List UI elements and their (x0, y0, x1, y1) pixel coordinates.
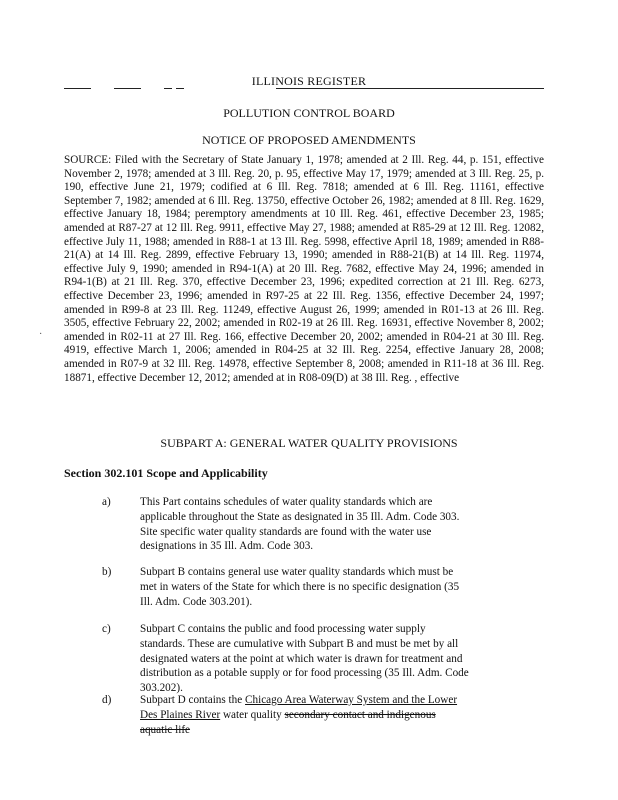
header-rule (164, 88, 172, 89)
subpart-title: SUBPART A: GENERAL WATER QUALITY PROVISIONS (160, 436, 458, 450)
item-text-mid: water quality (220, 708, 285, 721)
item-label: d) (102, 694, 112, 706)
item-text-plain: Subpart D contains the (140, 694, 246, 706)
header-rule (176, 88, 184, 89)
item-text (140, 693, 470, 737)
notice-title: NOTICE OF PROPOSED AMENDMENTS (202, 133, 416, 147)
deleted-text: secondary contact and indigenous aquatic life (140, 708, 436, 736)
header-rule (114, 88, 141, 89)
board-name: POLLUTION CONTROL BOARD (223, 106, 395, 120)
item-label: b) (102, 566, 112, 578)
margin-mark: · (39, 329, 43, 340)
item-text: This Part contains schedules of water quality standards which are applicable throughout the State as designated in 35 Ill. Adm. Code 303. Site specific water quality standards are found with the water use designations in 35 Ill. Adm. Code 303. (140, 496, 460, 553)
inserted-text: Chicago Area Waterway System and the Lower Des Plaines River (140, 694, 458, 721)
section-heading: Section 302.101 Scope and Applicability (64, 466, 268, 480)
item-label: c) (102, 623, 111, 635)
source-paragraph: SOURCE: Filed with the Secretary of State January 1, 1978; amended at 2 Ill. Reg. 44, p. 151, effective November 2, 1978; amended at 3 Ill. Reg. 20, p. 95, effective May 17, 1979; amended at 3 Ill. Reg. 25, p. 190, effective June 21, 1979; codified at 6 Ill. Reg. 7818; amended at 6 Ill. Reg. 11161, effective September 7, 1982; amended at 6 Ill. Reg. 13750, effective October 26, 1982; amended at 8 Ill. Reg. 1629, effective January 18, 1984; peremptory amendments at 10 Ill. Reg. 461, effective December 23, 1985; amended at R87-27 at 12 Ill. Reg. 9911, effective May 27, 1988; amended at R85-29 at 12 Ill. Reg. 12082, effective July 11, 1988; amended in R88-1 at 13 Ill. Reg. 5998, effective April 18, 1989; amended in R88-21(A) at 14 Ill. Reg. 2899, effective February 13, 1990; amended in R88-21(B) at 14 Ill. Reg. 11974, effective July 9, 1990; amended in R94-1(A) at 20 Ill. Reg. 7682, effective May 24, 1996; amended in R94-1(B) at 21 Ill. Reg. 370, effective December 23, 1996; expedited correction at 21 Ill. Reg. 6273, effective December 23, 1996; amended in R97-25 at 22 Ill. Reg. 1356, effective December 24, 1997; amended in R99-8 at 23 Ill. Reg. 11249, effective August 26, 1999; amended in R01-13 at 26 Ill. Reg. 3505, effective February 22, 2002; amended in R02-19 at 26 Ill. Reg. 16931, effective November 8, 2002; amended in R02-11 at 27 Ill. Reg. 166, effective December 20, 2002; amended in R04-21 at 30 Ill. Reg. 4919, effective March 1, 2006; amended in R04-25 at 32 Ill. Reg. 2254, effective January 28, 2008; amended in R07-9 at 32 Ill. Reg. 14978, effective September 8, 2008; amended in R11-18 at 36 Ill. Reg. 18871, effective December 12, 2012; amended at in R08-09(D) at 38 Ill. Reg. , effective (64, 154, 544, 384)
item-text: Subpart C contains the public and food processing water supply standards. These are cumulative with Subpart B and must be met by all designated waters at the point at which water is drawn for treatment and distribution as a potable supply or for food processing (35 Ill. Adm. Code 303.202). (140, 623, 469, 695)
header-rule (64, 88, 91, 89)
register-title: ILLINOIS REGISTER (251, 74, 367, 88)
item-label: a) (102, 496, 111, 508)
register-header (64, 74, 544, 90)
item-text: Subpart B contains general use water quality standards which must be met in waters of the State for which there is no specific designation (35 Ill. Adm. Code 303.201). (140, 566, 460, 608)
